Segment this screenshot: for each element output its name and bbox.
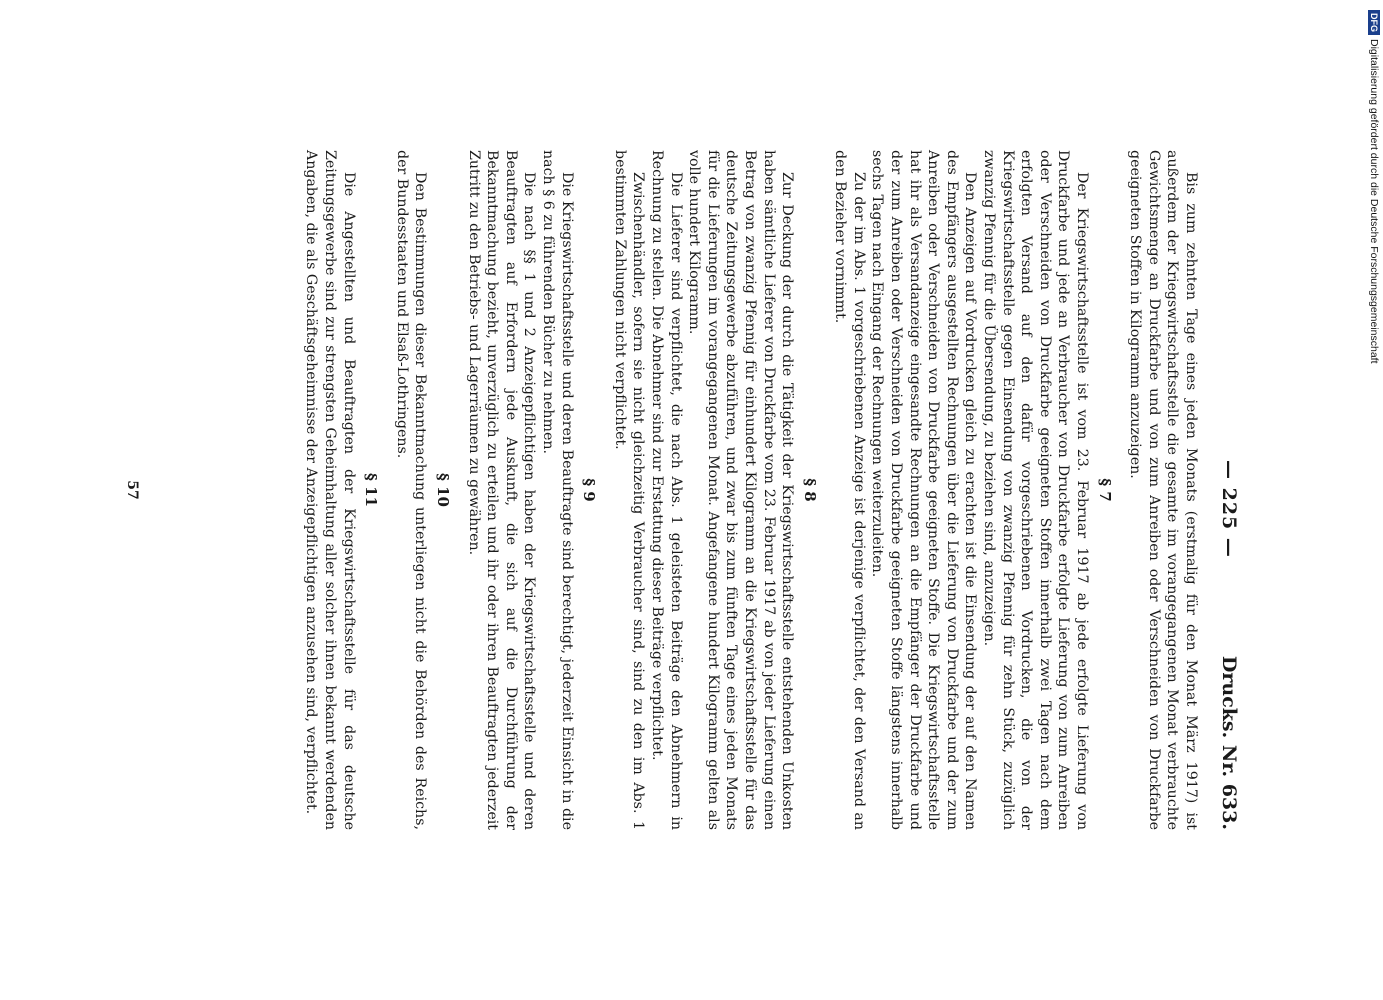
page-footer-number: 57 xyxy=(124,480,140,500)
section-paragraph: Die Kriegswirtschaftsstelle und deren Beauftragte sind berechtigt, jederzeit Einsicht in die nach § 6 zu führenden Bücher zu nehmen. xyxy=(540,150,575,830)
section-heading-9: § 9 xyxy=(580,478,599,502)
section-paragraph: Die nach §§ 1 und 2 Anzeigepflichtigen haben der Kriegswirtschaftsstelle und deren Beauftragten auf Erfordern jede Auskunft, die sich auf die Durchführung der Bekanntmachung bezieht, unverzüglich zu erteilen und ihr oder ihren Beauftragten jederzeit Zutritt zu den Betriebs- und Lagerräumen zu gewähren. xyxy=(465,150,538,830)
section-paragraph: Die Lieferer sind verpflichtet, die nach Abs. 1 geleisteten Beiträge den Abnehmern in Rechnung zu stellen. Die Abnehmer sind zur Erstattung dieser Beiträge verpflichtet. xyxy=(648,150,684,830)
section-paragraph: Den Bestimmungen dieser Bekanntmachung unterliegen nicht die Behörden des Reichs, der Bundesstaaten und Elsaß-Lothringens. xyxy=(393,150,429,830)
document-number: Drucks. Nr. 633. xyxy=(1218,655,1240,830)
section-paragraph: Den Anzeigen auf Vordrucken gleich zu erachten ist die Einsendung der auf den Namen des Empfängers ausgestellten Rechnungen über die Lieferung von Druckfarbe und der zum Anreiben oder Verschneiden von Druckfarbe geeigneten Stoffe. Die Kriegswirtschaftsstelle hat ihr als Versandanzeige eingesandte Rechnungen an die Empfänger der Druckfarbe und der zum Anreiben oder Verschneiden von Druckfarbe geeigneten Stoffe längstens innerhalb sechs Tagen nach Eingang der Rechnungen weiterzuleiten. xyxy=(869,150,979,830)
page-header xyxy=(1210,150,1240,830)
section-paragraph: Zu der im Abs. 1 vorgeschriebenen Anzeige ist derjenige verpflichtet, der den Versand an den Bezieher vornimmt. xyxy=(832,150,867,830)
page-number-header: — 225 — xyxy=(1218,460,1240,558)
section-paragraph: Zur Deckung der durch die Tätigkeit der Kriegswirtschaftsstelle entstehenden Unkosten haben sämtliche Lieferer von Druckfarbe vom 23. Februar 1917 ab von jeder Lieferung einen Betrag von zwanzig Pfennig für einhundert Kilogramm an die Kriegswirtschaftsstelle für das deutsche Zeitungsgewerbe abzuführen, und zwar bis zum fünften Tage eines jeden Monats für die Lieferungen im vorangegangenen Monat. Angefangene hundert Kilogramm gelten als volle hundert Kilogramm. xyxy=(686,150,796,830)
section-heading-7: § 7 xyxy=(1095,478,1114,502)
section-paragraph: Zwischenhändler, sofern sie nicht gleichzeitig Verbraucher sind, sind zu den im Abs. 1 bestimmten Zahlungen nicht verpflichtet. xyxy=(611,150,647,830)
section-heading-11: § 11 xyxy=(362,473,381,507)
dfg-credit xyxy=(1368,10,1380,810)
section-heading-8: § 8 xyxy=(800,478,819,502)
dfg-credit-text: Digitalisierung gefördert durch die Deutsche Forschungsgemeinschaft xyxy=(1368,39,1380,364)
section-paragraph: Die Angestellten und Beauftragten der Kriegswirtschaftsstelle für das deutsche Zeitungsgewerbe sind zur strengsten Geheimhaltung aller solcher ihnen bekannt werdenden Angaben, die als Geschäftsgeheimnisse der Anzeigepflichtigen anzusehen sind, verpflichtet. xyxy=(303,150,357,830)
body-text xyxy=(302,150,1200,830)
intro-paragraph: Bis zum zehnten Tage eines jeden Monats (erstmalig für den Monat März 1917) ist außerdem der Kriegswirtschaftsstelle die gesamte im vorangegangenen Monat verbrauchte Gewichtsmenge an Druckfarbe und von zum Anreiben oder Verschneiden von Druckfarbe geeigneten Stoffen in Kilogramm anzuzeigen. xyxy=(1127,150,1199,830)
dfg-logo: DFG xyxy=(1368,10,1380,35)
scanned-page xyxy=(100,150,1240,830)
dfg-credit-strip xyxy=(1368,10,1380,990)
section-paragraph: Der Kriegswirtschaftsstelle ist vom 23. Februar 1917 ab jede erfolgte Lieferung von Druckfarbe und jede an Verbraucher von Druckfarbe erfolgte Lieferung von zum Anreiben oder Verschneiden von Druckfarbe geeigneten Stoffen innerhalb zwei Tagen nach dem erfolgten Versand auf den dafür vorgeschriebenen Vordrucken, die von der Kriegswirtschaftsstelle gegen Einsendung von zwanzig Pfennig für zehn Stück, zuzüglich zwanzig Pfennig für die Übersendung, zu beziehen sind, anzuzeigen. xyxy=(981,150,1091,830)
section-heading-10: § 10 xyxy=(434,473,453,507)
